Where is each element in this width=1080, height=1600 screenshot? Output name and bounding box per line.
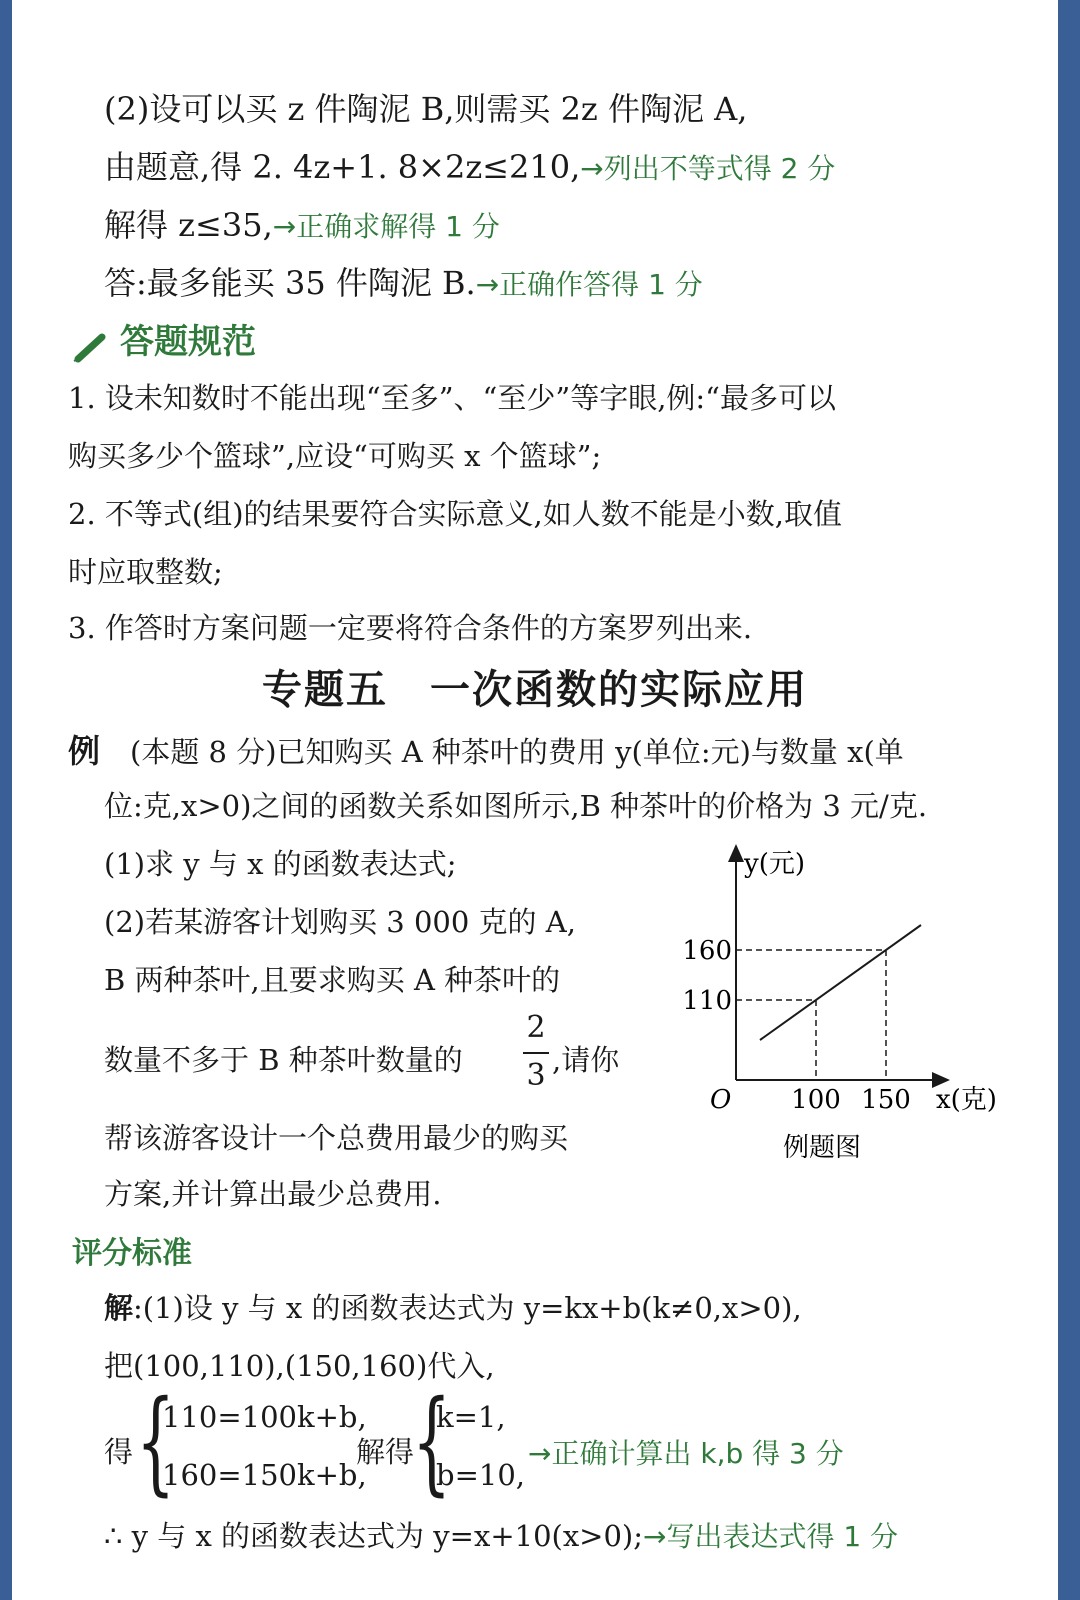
grading-final <box>104 1514 898 1555</box>
example-intro-text: (本题 8 分)已知购买 A 种茶叶的费用 y(单位:元)与数量 x(单 <box>130 735 904 769</box>
grading-sol-1 <box>104 1286 802 1327</box>
grading-heading: 评分标准 <box>72 1236 192 1271</box>
example-intro-a <box>68 726 904 772</box>
spec-item-2b: 时应取整数; <box>68 555 223 589</box>
score-note: →正确求解得 1 分 <box>272 210 500 243</box>
solution-line-1: (2)设可以买 z 件陶泥 B,则需买 2z 件陶泥 A, <box>104 90 748 128</box>
solution-line-2 <box>104 142 835 188</box>
grading-sol-2: 把(100,110),(150,160)代入, <box>104 1349 495 1383</box>
solution-line-3-text: 解得 z≤35, <box>104 206 273 244</box>
solution-line-4-text: 答:最多能买 35 件陶泥 B. <box>104 264 476 302</box>
solution-line-2-text: 由题意,得 2. 4z+1. 8×2z≤210, <box>104 148 581 186</box>
spec-heading-text: 答题规范 <box>120 322 256 362</box>
question-1: (1)求 y 与 x 的函数表达式; <box>104 847 457 881</box>
fraction-numerator: 2 <box>526 1010 546 1045</box>
grading-sol-1-text: :(1)设 y 与 x 的函数表达式为 y=kx+b(k≠0,x>0), <box>133 1291 802 1325</box>
x-tick-label: 100 <box>791 1085 841 1115</box>
y-tick-label: 160 <box>682 936 732 966</box>
score-note: →正确作答得 1 分 <box>475 268 703 301</box>
question-2a: (2)若某游客计划购买 3 000 克的 A, <box>104 905 576 939</box>
de-label: 得 <box>104 1435 134 1469</box>
question-2c-tail: ,请你 <box>552 1043 620 1077</box>
question-2e: 方案,并计算出最少总费用. <box>104 1177 442 1211</box>
system-eq-2: 160=150k+b, <box>162 1458 367 1492</box>
spec-item-1a: 1. 设未知数时不能出现“至多”、“至少”等字眼,例:“最多可以 <box>68 381 837 415</box>
score-note: →列出不等式得 2 分 <box>580 152 836 185</box>
topic-title: 专题五 一次函数的实际应用 <box>262 667 808 713</box>
left-brace: { <box>412 1377 452 1507</box>
spec-item-3: 3. 作答时方案问题一定要将符合条件的方案罗列出来. <box>68 611 753 645</box>
function-line <box>760 925 921 1040</box>
example-figure <box>682 840 1012 1170</box>
question-2b: B 两种茶叶,且要求购买 A 种茶叶的 <box>104 963 561 997</box>
question-2c: 数量不多于 B 种茶叶数量的 <box>104 1043 463 1077</box>
system-eq-1: 110=100k+b, <box>162 1400 367 1434</box>
x-tick-label: 150 <box>861 1085 911 1115</box>
figure-caption: 例题图 <box>782 1133 862 1163</box>
pencil-icon <box>72 331 112 367</box>
y-axis-label: y(元) <box>744 849 805 879</box>
spec-item-2a: 2. 不等式(组)的结果要符合实际意义,如人数不能是小数,取值 <box>68 497 842 531</box>
jiede-label: 解得 <box>356 1435 415 1469</box>
solution-label: 解 <box>104 1291 134 1325</box>
origin-label: O <box>710 1085 732 1115</box>
score-note: →正确计算出 k,b 得 3 分 <box>528 1437 844 1470</box>
result-eq-2: b=10, <box>436 1458 525 1492</box>
result-eq-1: k=1, <box>436 1400 506 1434</box>
y-tick-label: 110 <box>682 986 732 1016</box>
fraction-denominator: 3 <box>526 1058 546 1093</box>
question-2d: 帮该游客设计一个总费用最少的购买 <box>104 1121 569 1155</box>
x-axis-label: x(克) <box>936 1085 997 1115</box>
spec-item-1b: 购买多少个篮球”,应设“可购买 x 个篮球”; <box>68 439 602 473</box>
document-page <box>12 0 1058 1600</box>
spec-heading <box>72 314 256 367</box>
example-intro-b: 位:克,x>0)之间的函数关系如图所示,B 种茶叶的价格为 3 元/克. <box>104 789 928 823</box>
score-note: →写出表达式得 1 分 <box>643 1520 899 1553</box>
example-label: 例 <box>68 732 101 770</box>
left-brace: { <box>136 1377 176 1507</box>
solution-line-3 <box>104 200 500 246</box>
fraction-bar <box>523 1052 549 1054</box>
solution-line-4 <box>104 258 703 304</box>
grading-final-text: ∴ y 与 x 的函数表达式为 y=x+10(x>0); <box>104 1519 644 1553</box>
